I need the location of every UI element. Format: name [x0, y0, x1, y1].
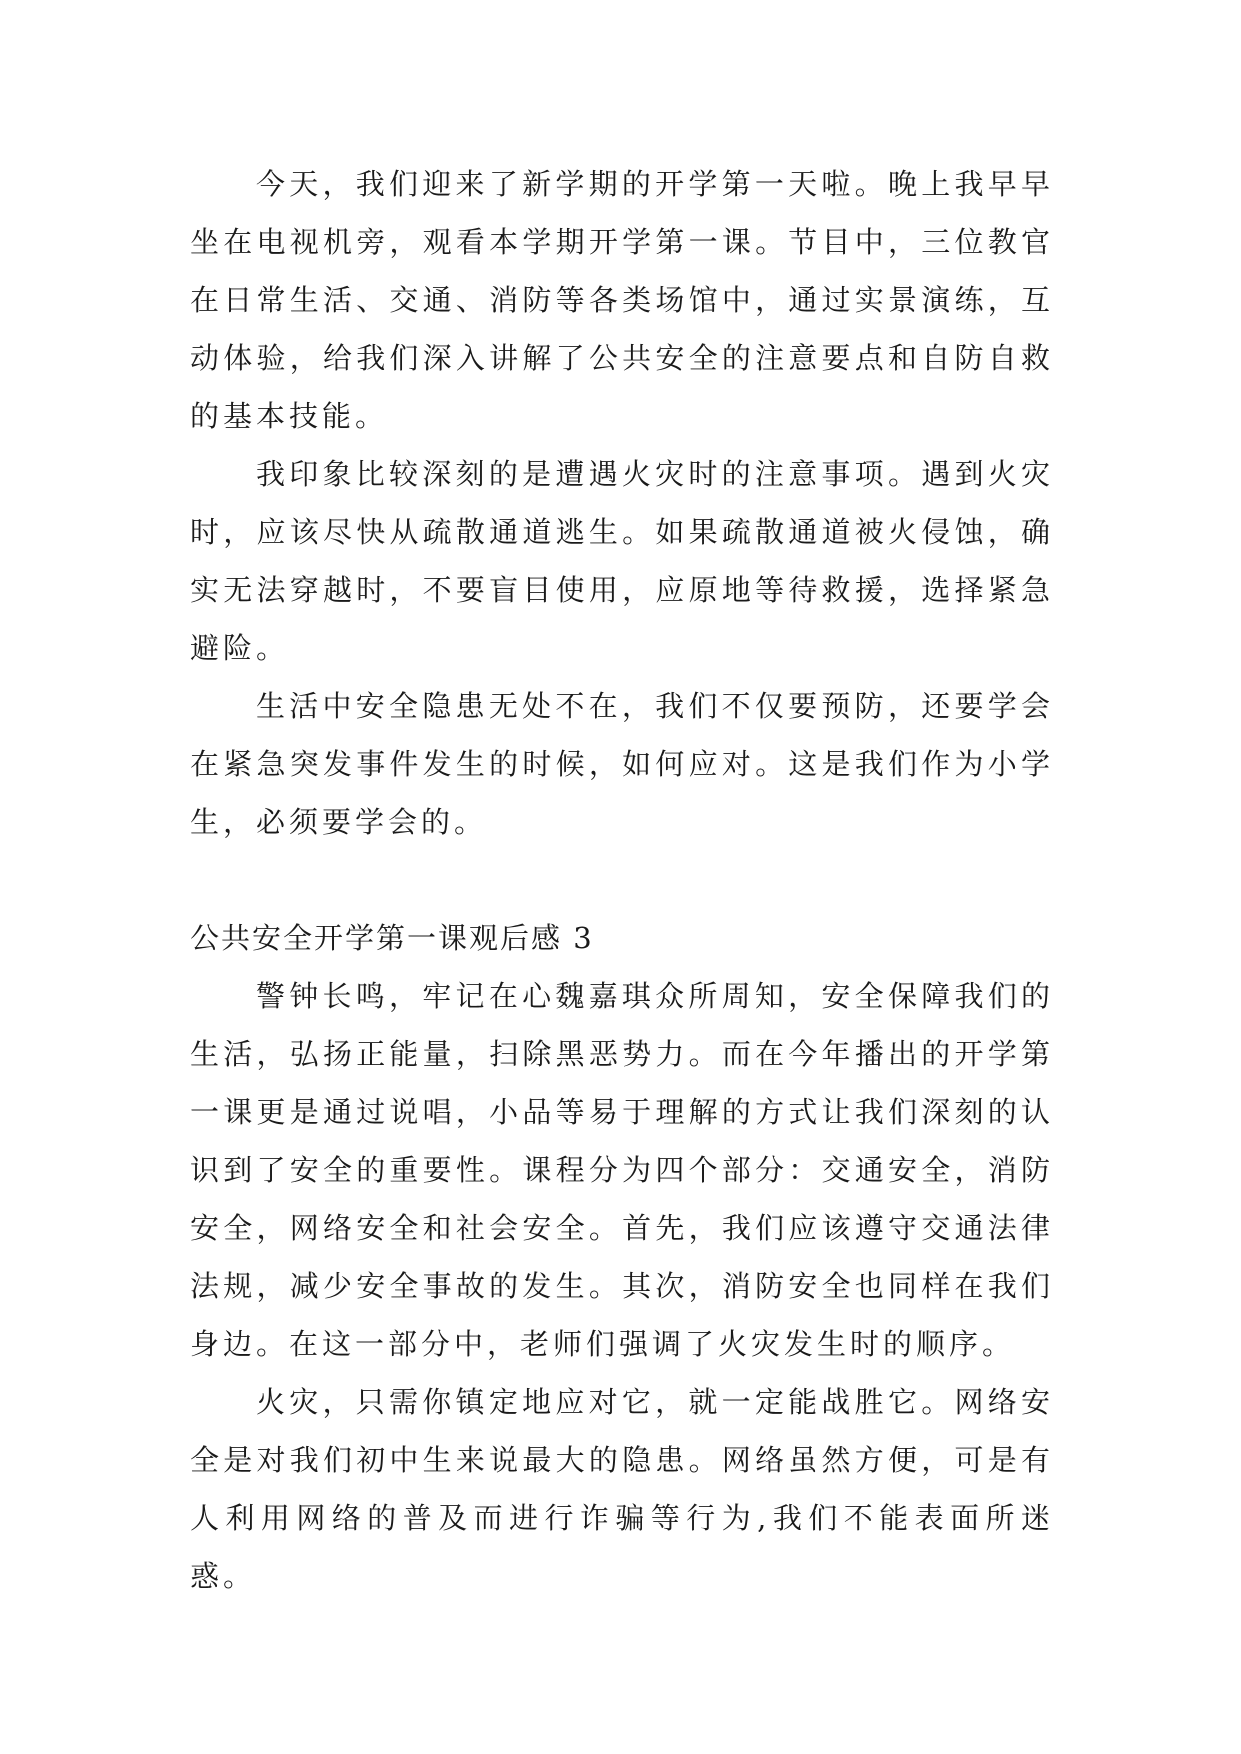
- paragraph-4: 警钟长鸣，牢记在心魏嘉琪众所周知，安全保障我们的生活，弘扬正能量，扫除黑恶势力。而在今年播出的开学第一课更是通过说唱，小品等易于理解的方式让我们深刻的认识到了安全的重要性。课程分为四个部分：交通安全，消防安全，网络安全和社会安全。首先，我们应该遵守交通法律法规，减少安全事故的发生。其次，消防安全也同样在我们身边。在这一部分中，老师们强调了火灾发生时的顺序。: [190, 979, 1054, 1361]
- paragraph-2: 我印象比较深刻的是遭遇火灾时的注意事项。遇到火灾时，应该尽快从疏散通道逃生。如果疏散通道被火侵蚀，确实无法穿越时，不要盲目使用，应原地等待救援，选择紧急避险。: [190, 457, 1054, 665]
- paragraph-5: 火灾，只需你镇定地应对它，就一定能战胜它。网络安全是对我们初中生来说最大的隐患。网络虽然方便，可是有人利用网络的普及而进行诈骗等行为,我们不能表面所迷惑。: [190, 1385, 1054, 1593]
- paragraph-1: 今天，我们迎来了新学期的开学第一天啦。晚上我早早坐在电视机旁，观看本学期开学第一课。节目中，三位教官在日常生活、交通、消防等各类场馆中，通过实景演练，互动体验，给我们深入讲解了公共安全的注意要点和自防自救的基本技能。: [190, 167, 1054, 433]
- section-heading: 公共安全开学第一课观后感 3: [190, 921, 594, 955]
- document-body: [190, 155, 1054, 1605]
- paragraph-3: 生活中安全隐患无处不在，我们不仅要预防，还要学会在紧急突发事件发生的时候，如何应对。这是我们作为小学生，必须要学会的。: [190, 689, 1054, 839]
